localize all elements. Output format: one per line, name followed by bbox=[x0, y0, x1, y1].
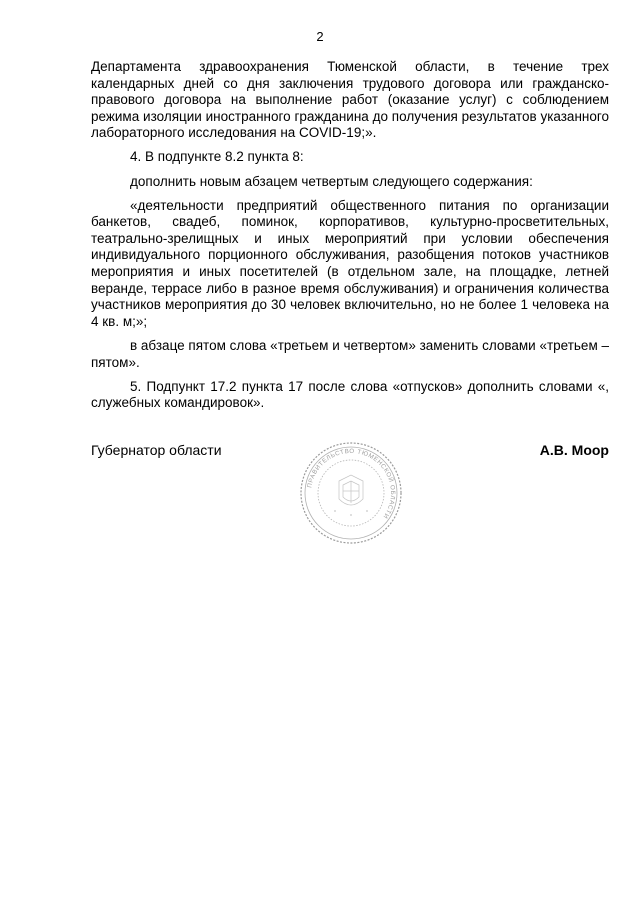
signer-name: А.В. Моор bbox=[539, 442, 609, 458]
paragraph-item-5: 5. Подпункт 17.2 пункта 17 после слова «отпусков» дополнить словами «, служебных командировок». bbox=[91, 378, 609, 411]
signature-block bbox=[91, 441, 609, 461]
paragraph-item-4: 4. В подпункте 8.2 пункта 8: bbox=[130, 149, 304, 165]
svg-text:ПРАВИТЕЛЬСТВО ТЮМЕНСКОЙ ОБЛАСТ: ПРАВИТЕЛЬСТВО ТЮМЕНСКОЙ ОБЛАСТИ bbox=[306, 447, 397, 520]
paragraph-quoted-text: «деятельности предприятий общественного питания по организации банкетов, свадеб, поминок, корпоративов, культурно-просветительных, театрально-зрелищных и иных мероприятий при условии обеспечения индивидуального порционного обслуживания, разобщения потоков участников мероприятия и иных посетителей (в отдельном зале, на площадке, летней веранде, террасе либо в разное время обслуживания) и ограничения количества участников мероприятия до 30 человек включительно, но не более 1 человека на 4 кв. м;»; bbox=[91, 197, 609, 329]
paragraph-continuation: Департамента здравоохранения Тюменской области, в течение трех календарных дней со дня заключения трудового договора или гражданско-правового договора на выполнение работ (оказание услуг) с соблюдением режима изоляции иностранного гражданина до получения результатов указанного лабораторного исследования на COVID-19;». bbox=[91, 59, 609, 141]
paragraph-fifth-abzac-change: в абзаце пятом слова «третьем и четвертом» заменить словами «третьем – пятом». bbox=[91, 337, 609, 370]
document-body bbox=[91, 59, 609, 419]
page-number: 2 bbox=[316, 29, 324, 44]
paragraph-add-fourth-abzac: дополнить новым абзацем четвертым следующего содержания: bbox=[130, 173, 533, 189]
signer-position: Губернатор области bbox=[91, 442, 222, 458]
